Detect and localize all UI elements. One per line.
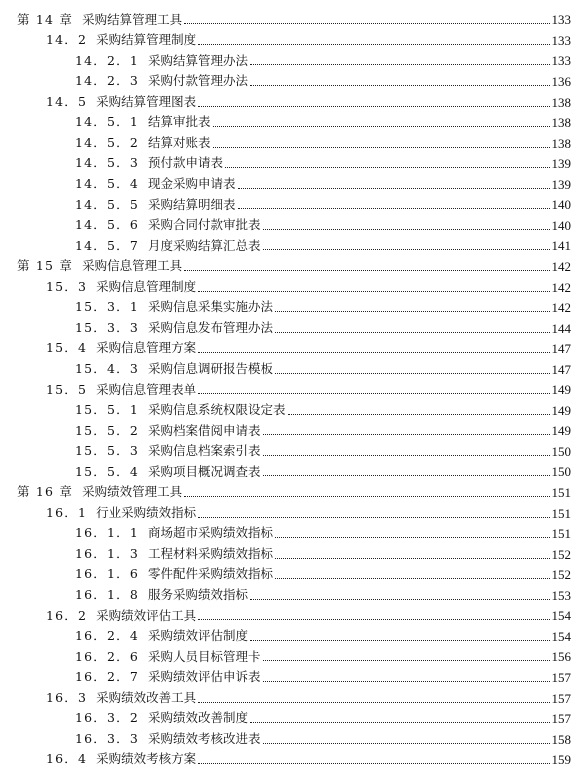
toc-entry-number: 15．3．3 (75, 319, 140, 335)
toc-entry-title: 采购付款管理办法 (148, 73, 249, 89)
toc-dot-leader (213, 147, 550, 148)
toc-entry-page-number: 158 (551, 731, 571, 747)
toc-entry-number: 第 14 章 (17, 11, 74, 27)
toc-dot-leader (275, 332, 549, 333)
toc-entry-page-number: 133 (551, 32, 571, 48)
toc-dot-leader (263, 743, 550, 744)
toc-entry-title: 采购绩效评估工具 (96, 607, 197, 623)
toc-dot-leader (250, 640, 549, 641)
toc-entry-page-number: 149 (551, 402, 571, 418)
toc-dot-leader (288, 414, 550, 415)
toc-entry-page-number: 157 (551, 669, 571, 685)
toc-entry-number: 14．2．1 (75, 52, 140, 68)
toc-entry-number: 15．3．1 (75, 299, 140, 315)
toc-subsection-entry (75, 564, 571, 585)
toc-entry-title: 采购绩效考核方案 (96, 751, 197, 767)
toc-entry-page-number: 142 (551, 300, 571, 316)
toc-subsection-entry (75, 462, 571, 483)
toc-entry-page-number: 136 (551, 74, 571, 90)
toc-dot-leader (263, 229, 550, 230)
toc-entry-number: 16．1．8 (75, 587, 140, 603)
toc-entry-page-number: 152 (551, 546, 571, 562)
toc-entry-title: 工程材料采购绩效指标 (148, 545, 274, 561)
toc-subsection-entry (75, 708, 571, 729)
toc-entry-number: 第 16 章 (17, 484, 74, 500)
toc-dot-leader (198, 393, 549, 394)
toc-dot-leader (275, 558, 549, 559)
toc-entry-number: 14．5．6 (75, 217, 140, 233)
toc-section-entry (46, 30, 571, 51)
toc-entry-title: 采购结算明细表 (148, 196, 236, 212)
toc-entry-number: 15．3 (46, 278, 88, 294)
toc-entry-title: 采购信息档案索引表 (148, 443, 261, 459)
toc-entry-page-number: 151 (551, 485, 571, 501)
toc-entry-page-number: 140 (551, 197, 571, 213)
toc-entry-title: 采购信息调研报告模板 (148, 360, 274, 376)
toc-entry-number: 14．5 (46, 93, 88, 109)
toc-entry-page-number: 144 (551, 320, 571, 336)
toc-entry-page-number: 156 (551, 649, 571, 665)
toc-dot-leader (263, 434, 550, 435)
toc-entry-number: 14．5．5 (75, 196, 140, 212)
toc-entry-page-number: 150 (551, 443, 571, 459)
toc-subsection-entry (75, 585, 571, 606)
toc-entry-title: 预付款申请表 (148, 155, 224, 171)
toc-entry-page-number: 138 (551, 115, 571, 131)
toc-dot-leader (275, 311, 549, 312)
toc-subsection-entry (75, 215, 571, 236)
toc-entry-number: 16．1．6 (75, 566, 140, 582)
toc-entry-title: 采购信息采集实施办法 (148, 299, 274, 315)
toc-dot-leader (275, 578, 549, 579)
toc-entry-title: 现金采购申请表 (148, 176, 236, 192)
toc-entry-number: 14．5．7 (75, 237, 140, 253)
toc-entry-page-number: 147 (551, 341, 571, 357)
toc-entry-title: 采购信息管理表单 (96, 381, 197, 397)
toc-dot-leader (263, 455, 550, 456)
toc-subsection-entry (75, 71, 571, 92)
toc-entry-title: 采购结算管理图表 (96, 93, 197, 109)
toc-subsection-entry (75, 297, 571, 318)
toc-entry-title: 采购人员目标管理卡 (148, 648, 261, 664)
toc-entry-page-number: 151 (551, 526, 571, 542)
toc-entry-number: 16．2．7 (75, 669, 140, 685)
toc-dot-leader (275, 537, 549, 538)
toc-chapter-entry (17, 256, 571, 277)
toc-entry-number: 14．5．2 (75, 134, 140, 150)
toc-dot-leader (263, 249, 550, 250)
toc-dot-leader (263, 475, 550, 476)
toc-entry-title: 采购合同付款审批表 (148, 217, 261, 233)
toc-entry-page-number: 142 (551, 279, 571, 295)
toc-entry-number: 14．2 (46, 32, 88, 48)
toc-entry-title: 采购信息管理方案 (96, 340, 197, 356)
toc-entry-page-number: 152 (551, 567, 571, 583)
toc-entry-number: 16．2．4 (75, 628, 140, 644)
toc-entry-title: 采购信息管理工具 (82, 258, 183, 274)
toc-section-entry (46, 688, 571, 709)
toc-entry-title: 采购绩效评估申诉表 (148, 669, 261, 685)
toc-dot-leader (225, 167, 549, 168)
toc-entry-title: 商场超市采购绩效指标 (148, 525, 274, 541)
toc-entry-number: 16．3 (46, 689, 88, 705)
toc-subsection-entry (75, 544, 571, 565)
toc-dot-leader (198, 291, 549, 292)
toc-entry-number: 15．5．3 (75, 443, 140, 459)
toc-entry-page-number: 149 (551, 382, 571, 398)
toc-subsection-entry (75, 647, 571, 668)
toc-dot-leader (250, 599, 549, 600)
toc-dot-leader (184, 23, 549, 24)
toc-dot-leader (198, 619, 549, 620)
toc-entry-number: 16．3．3 (75, 730, 140, 746)
toc-section-entry (46, 503, 571, 524)
toc-dot-leader (198, 517, 549, 518)
toc-entry-page-number: 139 (551, 156, 571, 172)
toc-entry-number: 第 15 章 (17, 258, 74, 274)
toc-entry-title: 采购绩效改善制度 (148, 710, 249, 726)
toc-entry-number: 16．3．2 (75, 710, 140, 726)
toc-entry-title: 采购信息系统权限设定表 (148, 402, 286, 418)
toc-dot-leader (250, 64, 549, 65)
toc-section-entry (46, 606, 571, 627)
toc-entry-page-number: 157 (551, 711, 571, 727)
toc-subsection-entry (75, 51, 571, 72)
toc-subsection-entry (75, 195, 571, 216)
toc-entry-number: 16．2 (46, 607, 88, 623)
toc-dot-leader (250, 85, 549, 86)
toc-subsection-entry (75, 421, 571, 442)
toc-subsection-entry (75, 112, 571, 133)
toc-entry-number: 14．2．3 (75, 73, 140, 89)
toc-subsection-entry (75, 174, 571, 195)
toc-entry-number: 15．4 (46, 340, 88, 356)
toc-entry-number: 16．4 (46, 751, 88, 767)
toc-entry-page-number: 153 (551, 587, 571, 603)
toc-entry-page-number: 149 (551, 423, 571, 439)
toc-subsection-entry (75, 441, 571, 462)
toc-dot-leader (263, 660, 550, 661)
toc-subsection-entry (75, 667, 571, 688)
toc-entry-page-number: 154 (551, 628, 571, 644)
toc-entry-title: 采购绩效改善工具 (96, 689, 197, 705)
toc-entry-title: 采购项目概况调查表 (148, 463, 261, 479)
toc-entry-title: 采购绩效评估制度 (148, 628, 249, 644)
toc-entry-page-number: 142 (551, 258, 571, 274)
toc-entry-title: 零件配件采购绩效指标 (148, 566, 274, 582)
toc-dot-leader (184, 270, 549, 271)
toc-entry-number: 14．5．1 (75, 114, 140, 130)
toc-dot-leader (238, 188, 550, 189)
toc-entry-page-number: 147 (551, 361, 571, 377)
toc-entry-page-number: 138 (551, 135, 571, 151)
toc-dot-leader (275, 373, 549, 374)
toc-entry-page-number: 138 (551, 94, 571, 110)
toc-entry-page-number: 151 (551, 505, 571, 521)
toc-chapter-entry (17, 482, 571, 503)
toc-dot-leader (198, 352, 549, 353)
toc-section-entry (46, 380, 571, 401)
toc-dot-leader (238, 208, 550, 209)
toc-chapter-entry (17, 10, 571, 31)
toc-entry-title: 采购结算管理制度 (96, 32, 197, 48)
toc-entry-number: 15．5 (46, 381, 88, 397)
toc-entry-number: 16．1 (46, 504, 88, 520)
toc-entry-title: 月度采购结算汇总表 (148, 237, 261, 253)
toc-dot-leader (263, 681, 550, 682)
toc-subsection-entry (75, 153, 571, 174)
toc-dot-leader (198, 106, 549, 107)
toc-dot-leader (213, 126, 550, 127)
toc-dot-leader (184, 496, 549, 497)
toc-subsection-entry (75, 133, 571, 154)
toc-entry-page-number: 159 (551, 752, 571, 768)
toc-entry-page-number: 154 (551, 608, 571, 624)
toc-entry-page-number: 150 (551, 464, 571, 480)
toc-section-entry (46, 92, 571, 113)
toc-entry-number: 16．1．1 (75, 525, 140, 541)
toc-dot-leader (198, 702, 549, 703)
toc-entry-page-number: 139 (551, 176, 571, 192)
toc-entry-title: 采购信息管理制度 (96, 278, 197, 294)
toc-entry-title: 采购结算管理办法 (148, 52, 249, 68)
toc-dot-leader (198, 763, 549, 764)
toc-subsection-entry (75, 626, 571, 647)
toc-entry-page-number: 157 (551, 690, 571, 706)
toc-section-entry (46, 338, 571, 359)
toc-entry-title: 采购档案借阅申请表 (148, 422, 261, 438)
toc-subsection-entry (75, 359, 571, 380)
toc-entry-number: 16．2．6 (75, 648, 140, 664)
toc-entry-title: 采购结算管理工具 (82, 11, 183, 27)
toc-entry-page-number: 141 (551, 238, 571, 254)
toc-subsection-entry (75, 236, 571, 257)
toc-subsection-entry (75, 400, 571, 421)
toc-entry-title: 结算对账表 (148, 134, 211, 150)
toc-entry-number: 15．5．2 (75, 422, 140, 438)
toc-entry-number: 15．5．4 (75, 463, 140, 479)
toc-entry-number: 15．4．3 (75, 360, 140, 376)
toc-entry-page-number: 133 (551, 53, 571, 69)
toc-subsection-entry (75, 523, 571, 544)
toc-entry-title: 服务采购绩效指标 (148, 587, 249, 603)
toc-section-entry (46, 749, 571, 770)
toc-entry-page-number: 133 (551, 12, 571, 28)
toc-subsection-entry (75, 318, 571, 339)
toc-dot-leader (250, 722, 549, 723)
toc-entry-number: 14．5．3 (75, 155, 140, 171)
toc-subsection-entry (75, 729, 571, 750)
toc-entry-number: 16．1．3 (75, 545, 140, 561)
toc-entry-page-number: 140 (551, 217, 571, 233)
toc-entry-title: 行业采购绩效指标 (96, 504, 197, 520)
toc-dot-leader (198, 44, 549, 45)
toc-entry-title: 采购绩效考核改进表 (148, 730, 261, 746)
toc-entry-title: 采购信息发布管理办法 (148, 319, 274, 335)
toc-section-entry (46, 277, 571, 298)
toc-entry-number: 15．5．1 (75, 402, 140, 418)
toc-entry-title: 采购绩效管理工具 (82, 484, 183, 500)
toc-entry-number: 14．5．4 (75, 176, 140, 192)
toc-entry-title: 结算审批表 (148, 114, 211, 130)
